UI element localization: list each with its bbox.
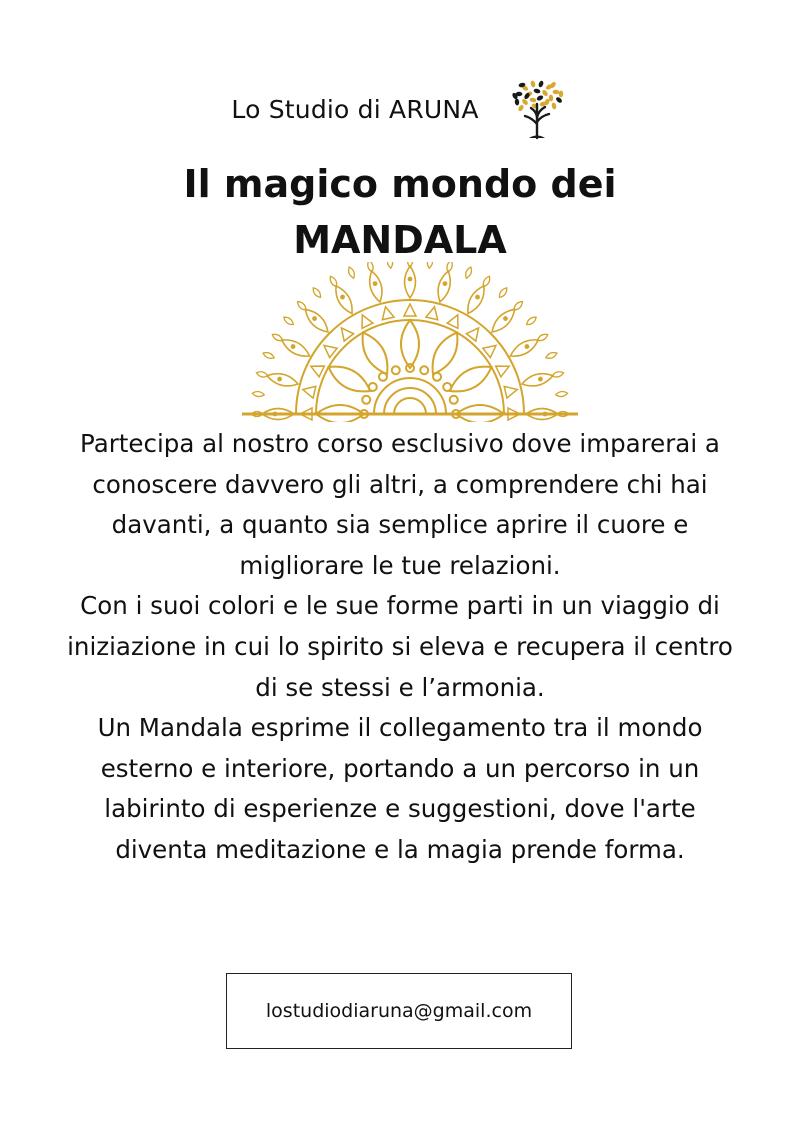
title-line-1: Il magico mondo dei — [183, 162, 617, 206]
paragraph-1: Partecipa al nostro corso esclusivo dove imparerai a conoscere davvero gli altri, a comprendere chi hai davanti, a quanto sia semplice aprire il cuore e migliorare le tue relazioni. — [80, 429, 720, 580]
contact-box — [226, 973, 572, 1049]
paragraph-3: Un Mandala esprime il collegamento tra il mondo esterno e interiore, portando a un percorso in un labirinto di esperienze e suggestioni, dove l'arte diventa meditazione e la magia prende forma. — [97, 713, 703, 864]
brand-header — [0, 86, 800, 132]
mandala-half-icon — [240, 262, 580, 422]
page-title — [0, 156, 800, 268]
contact-email[interactable]: lostudiodiaruna@gmail.com — [265, 1000, 533, 1022]
description — [60, 424, 740, 871]
title-line-2: MANDALA — [293, 218, 507, 262]
brand-name: Lo Studio di ARUNA — [231, 94, 479, 124]
tree-icon — [507, 78, 569, 140]
paragraph-2: Con i suoi colori e le sue forme parti in un viaggio di iniziazione in cui lo spirito si eleva e recupera il centro di se stessi e l’armonia. — [67, 591, 733, 702]
